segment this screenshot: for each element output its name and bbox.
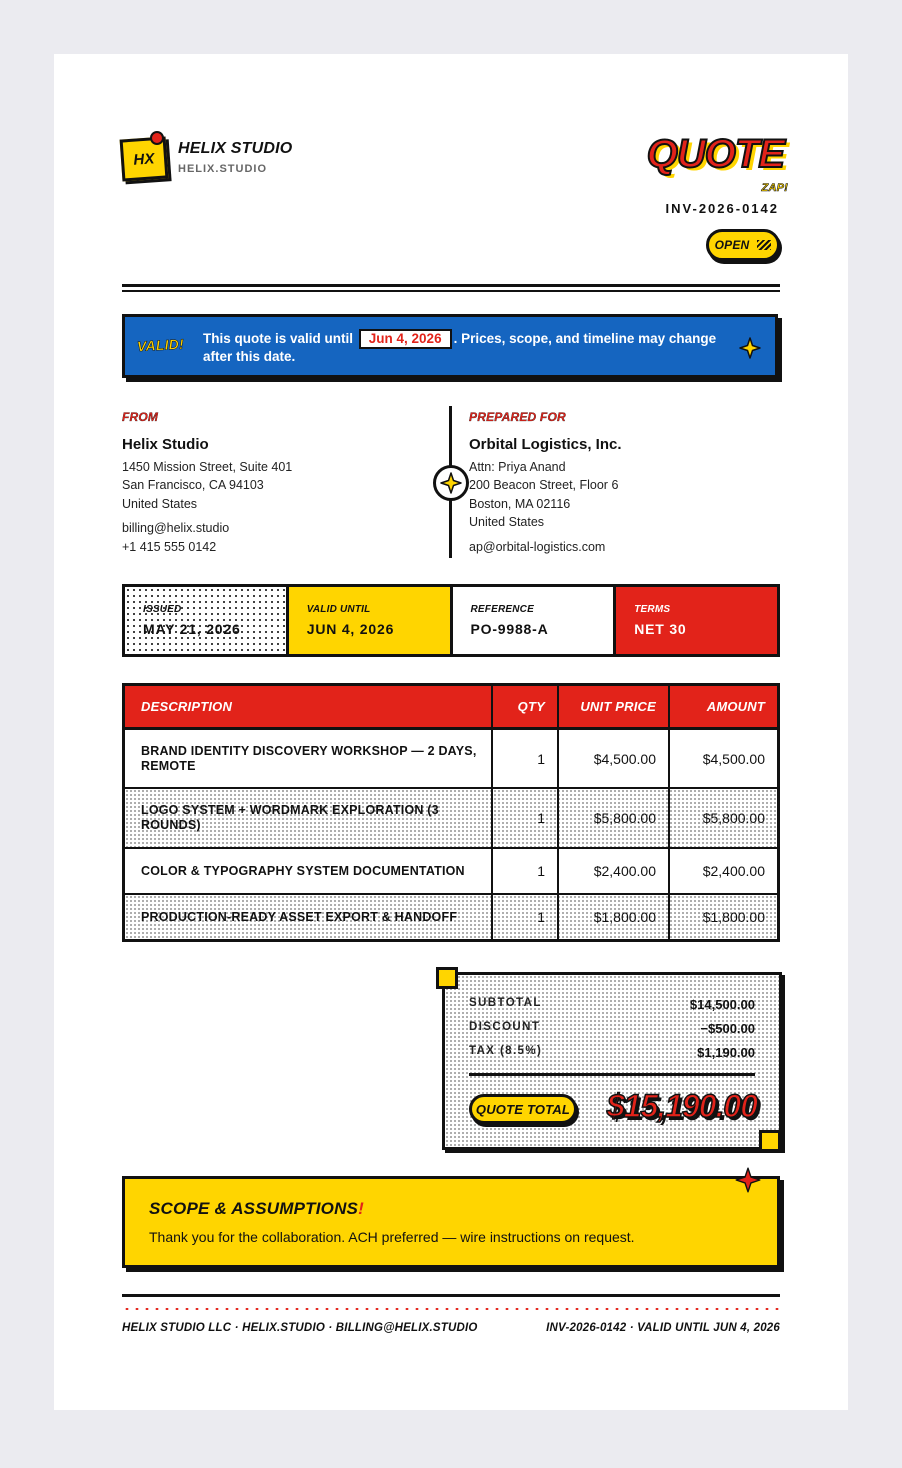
notes-box — [122, 1176, 780, 1268]
footer-company: HELIX STUDIO LLC · HELIX.STUDIO · BILLING@HELIX.STUDIO — [122, 1322, 478, 1334]
from-address-line: 1450 Mission Street, Suite 401 — [122, 460, 293, 474]
brand-name: HELIX STUDIO — [178, 140, 293, 157]
tax-row: TAX (8.5%) $1,190.00 — [469, 1045, 755, 1060]
star-badge-icon — [433, 465, 469, 501]
table-row: PRODUCTION-READY ASSET EXPORT & HANDOFF 1 $1,800.00 $1,800.00 — [125, 895, 777, 939]
valid-badge: VALID! — [136, 335, 185, 355]
totals-box — [442, 972, 782, 1150]
table-header-row — [125, 686, 777, 730]
client-address-line: 200 Beacon Street, Floor 6 — [469, 478, 619, 492]
sparkle-icon — [440, 472, 462, 494]
hatch-icon — [757, 240, 771, 250]
invoice-number: INV-2026-0142 — [665, 201, 779, 216]
meta-reference: REFERENCE PO-9988-A — [453, 587, 617, 654]
prepared-for-label: PREPARED FOR — [469, 410, 566, 424]
footer-rule — [122, 1294, 780, 1297]
banner-valid-date: Jun 4, 2026 — [359, 329, 452, 349]
table-row: COLOR & TYPOGRAPHY SYSTEM DOCUMENTATION 1 $2,400.00 $2,400.00 — [125, 849, 777, 895]
notes-title: SCOPE & ASSUMPTIONS! — [149, 1199, 364, 1218]
col-header-description: DESCRIPTION — [125, 686, 493, 727]
document-title: QUOTE — [646, 132, 784, 176]
brand-logo: HX — [120, 136, 169, 181]
meta-issued: ISSUED MAY 21, 2026 — [125, 587, 289, 654]
corner-square — [759, 1130, 781, 1152]
banner-text: This quote is valid until Jun 4, 2026 . Prices, scope, and timeline may change after this date. — [203, 331, 717, 364]
client-address-line: United States — [469, 515, 545, 529]
quote-page — [54, 54, 848, 1410]
quote-total-amount: $15,190.00 — [606, 1088, 757, 1124]
brand-url: HELIX.STUDIO — [178, 163, 268, 175]
client-address-line: Attn: Priya Anand — [469, 460, 566, 474]
logo-pin-icon — [150, 131, 164, 145]
zap-tag: ZAP! — [761, 182, 788, 194]
status-badge: OPEN — [706, 229, 780, 261]
validity-banner — [122, 314, 778, 378]
client-email[interactable]: ap@orbital-logistics.com — [469, 540, 606, 554]
subtotal-row: SUBTOTAL $14,500.00 — [469, 997, 755, 1012]
from-email[interactable]: billing@helix.studio — [122, 521, 230, 535]
footer-reference: INV-2026-0142 · VALID UNTIL JUN 4, 2026 — [546, 1322, 780, 1334]
table-row: LOGO SYSTEM + WORDMARK EXPLORATION (3 ROUNDS) 1 $5,800.00 $5,800.00 — [125, 789, 777, 849]
col-header-qty: QTY — [493, 686, 559, 727]
discount-row: DISCOUNT −$500.00 — [469, 1021, 755, 1036]
from-address-line: United States — [122, 497, 198, 511]
meta-strip — [122, 584, 780, 657]
corner-square — [436, 967, 458, 989]
quote-total-label: QUOTE TOTAL — [469, 1094, 577, 1124]
sparkle-icon — [735, 1167, 761, 1193]
footer-dots — [122, 1306, 780, 1312]
meta-terms: TERMS NET 30 — [616, 587, 777, 654]
totals-rule — [469, 1073, 755, 1076]
line-items-table — [122, 683, 780, 942]
col-header-unit-price: UNIT PRICE — [559, 686, 670, 727]
client-address-line: Boston, MA 02116 — [469, 497, 571, 511]
sparkle-icon — [739, 337, 761, 359]
col-header-amount: AMOUNT — [706, 699, 765, 714]
from-name: Helix Studio — [122, 436, 209, 453]
header-rule — [122, 284, 780, 292]
client-name: Orbital Logistics, Inc. — [469, 436, 622, 453]
from-address-line: San Francisco, CA 94103 — [122, 478, 264, 492]
from-phone[interactable]: +1 415 555 0142 — [122, 540, 217, 554]
table-row: BRAND IDENTITY DISCOVERY WORKSHOP — 2 DAYS, REMOTE 1 $4,500.00 $4,500.00 — [125, 730, 777, 789]
notes-text: Thank you for the collaboration. ACH preferred — wire instructions on request. — [149, 1229, 635, 1245]
meta-valid-until: VALID UNTIL JUN 4, 2026 — [289, 587, 453, 654]
from-label: FROM — [122, 410, 159, 424]
